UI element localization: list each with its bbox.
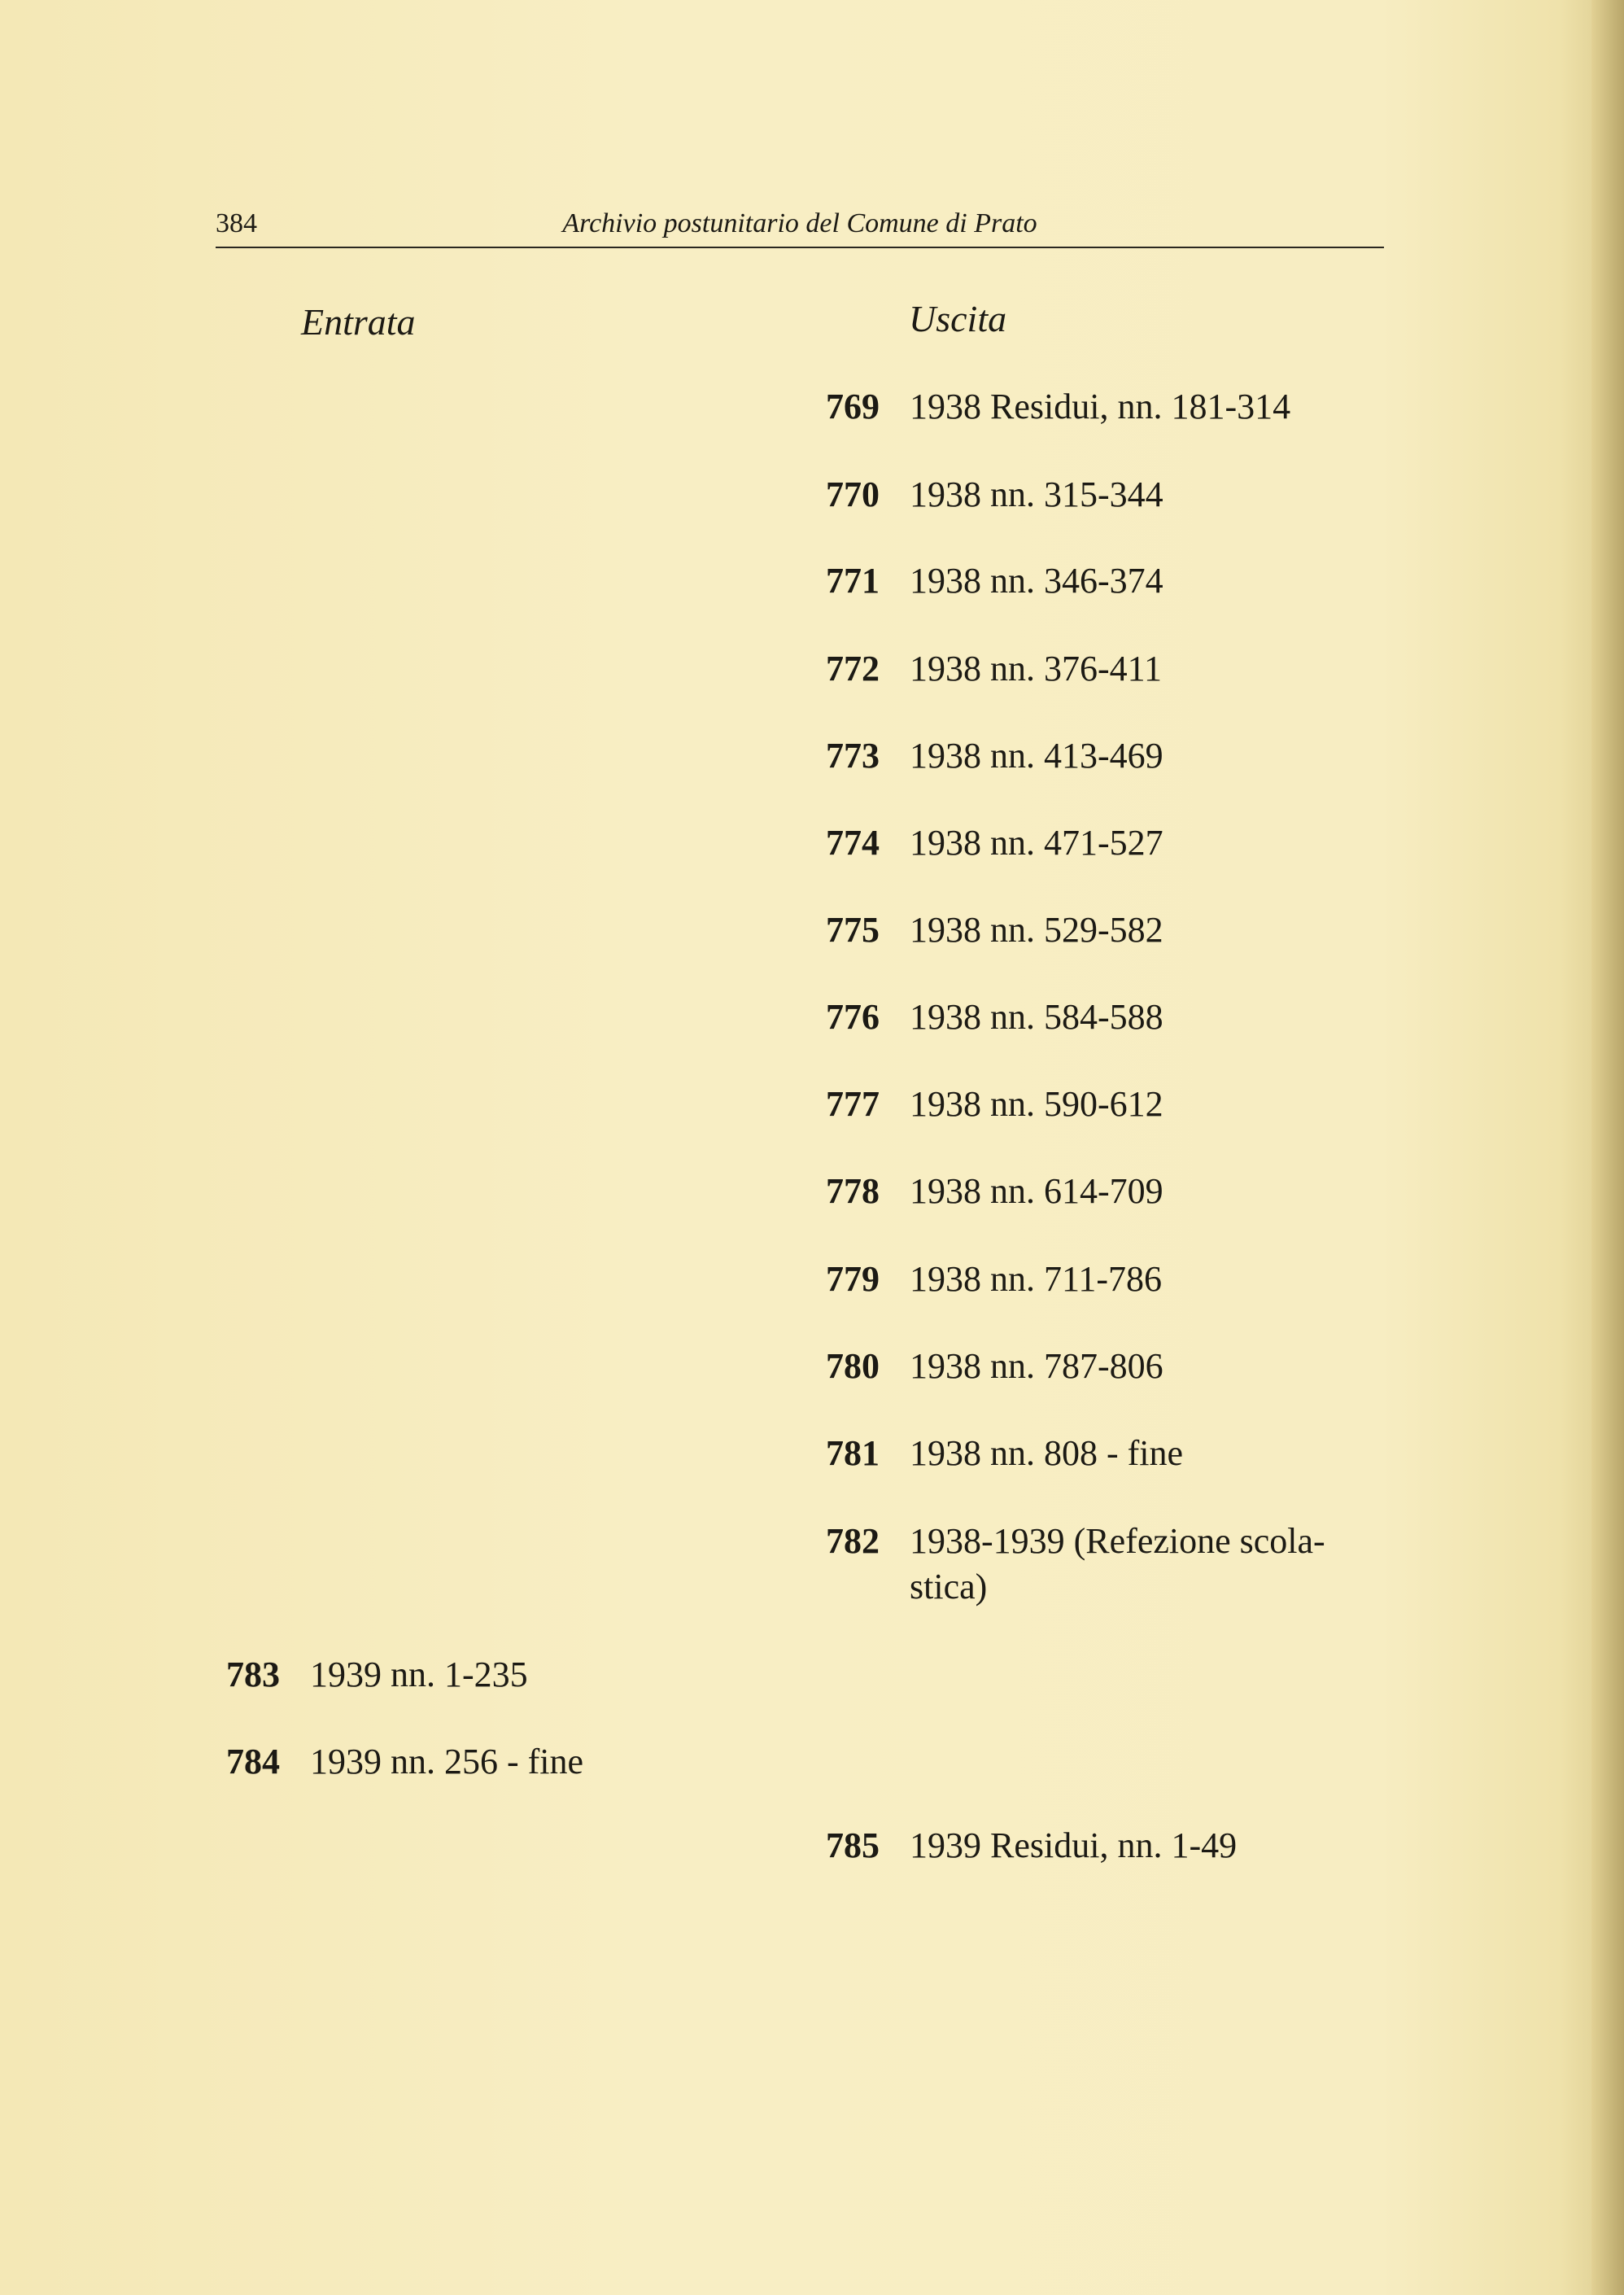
- entry-number: 784: [226, 1742, 280, 1781]
- entry-number: 775: [826, 910, 880, 950]
- entry-number: 772: [826, 649, 880, 688]
- entry-number: 769: [826, 387, 880, 426]
- entry-number: 779: [826, 1259, 880, 1299]
- entry-number: 777: [826, 1084, 880, 1124]
- page-header: [216, 206, 1384, 248]
- page-number: 384: [216, 208, 257, 238]
- entry-text: 1938 nn. 584-588: [910, 997, 1163, 1037]
- entry-text: 1938 nn. 529-582: [910, 910, 1163, 950]
- entry-number: 785: [826, 1825, 880, 1865]
- entrata-heading: Entrata: [301, 301, 416, 343]
- entry-text: 1938 nn. 413-469: [910, 736, 1163, 776]
- running-title: Archivio postunitario del Comune di Prato: [562, 208, 1037, 238]
- entry-number: 776: [826, 997, 880, 1037]
- entry-text: 1938 nn. 346-374: [910, 561, 1163, 601]
- entry-text: 1938 nn. 590-612: [910, 1084, 1163, 1124]
- entry-text: 1938 Residui, nn. 181-314: [910, 387, 1291, 426]
- entry-number: 782: [826, 1521, 880, 1561]
- entry-text: 1938 nn. 711-786: [910, 1259, 1163, 1299]
- entry-number: 770: [826, 474, 880, 514]
- entry-number: 783: [226, 1655, 280, 1694]
- entry-number: 781: [826, 1433, 880, 1473]
- entry-number: 778: [826, 1171, 880, 1211]
- entry-number: 771: [826, 561, 880, 601]
- entry-text: 1938 nn. 614-709: [910, 1171, 1163, 1211]
- entry-text: 1938 nn. 787-806: [910, 1346, 1163, 1386]
- uscita-heading: Uscita: [909, 298, 1007, 339]
- entry-text: 1938 nn. 376-411: [910, 649, 1163, 688]
- entry-number: 773: [826, 736, 880, 776]
- entry-text: 1939 nn. 1-235: [310, 1655, 528, 1694]
- entry-text: 1938 nn. 808 - fine: [910, 1433, 1184, 1473]
- entry-text: 1939 Residui, nn. 1-49: [910, 1825, 1238, 1865]
- entry-text: 1938 nn. 471-527: [910, 823, 1163, 863]
- book-spine-edge: [1591, 0, 1624, 2295]
- entry-text: 1938-1939 (Refezione scola- stica): [910, 1521, 1325, 1606]
- entry-text: 1938 nn. 315-344: [910, 474, 1163, 514]
- entry-number: 774: [826, 823, 880, 863]
- entry-number: 780: [826, 1346, 880, 1386]
- entry-text: 1939 nn. 256 - fine: [310, 1742, 584, 1781]
